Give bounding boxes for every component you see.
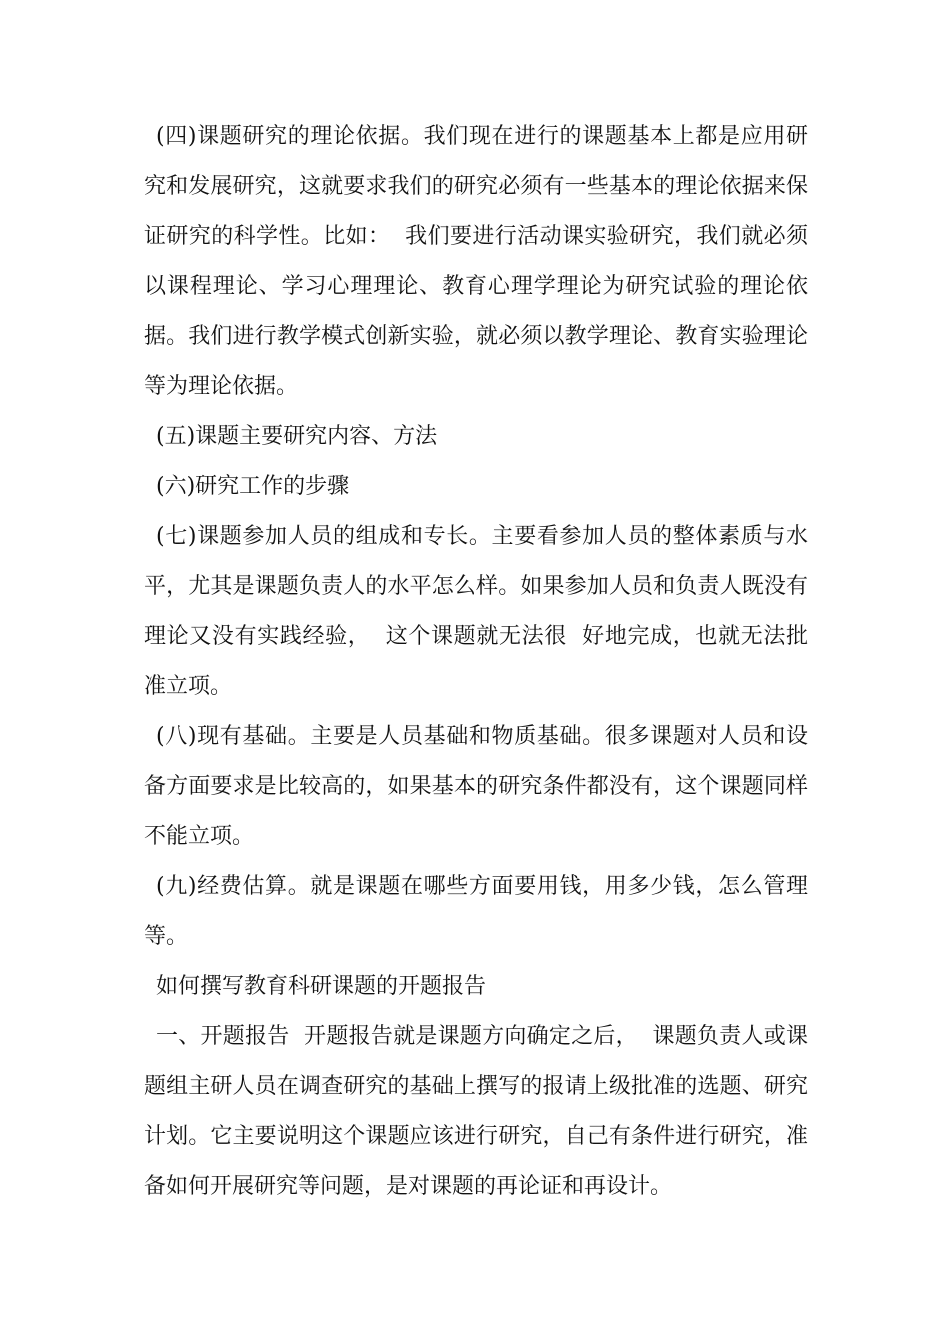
paragraph-existing-basis: (八)现有基础。主要是人员基础和物质基础。很多课题对人员和设备方面要求是比较高的，如果基本的研究条件都没有，这个课题同样不能立项。: [144, 724, 808, 849]
paragraph-team-members: (七)课题参加人员的组成和专长。主要看参加人员的整体素质与水平，尤其是课题负责人的水平怎么样。如果参加人员和负责人既没有理论又没有实践经验， 这个课题就无法很 好地完成，也就无法批准立项。: [144, 524, 808, 699]
section-heading: 如何撰写教育科研课题的开题报告: [156, 974, 487, 999]
paragraph-research-steps: (六)研究工作的步骤: [156, 474, 350, 499]
paragraph-theoretical-basis: (四)课题研究的理论依据。我们现在进行的课题基本上都是应用研究和发展研究，这就要求我们的研究必须有一些基本的理论依据来保证研究的科学性。比如： 我们要进行活动课实验研究，我们就必须以课程理论、学习心理理论、教育心理学理论为研究试验的理论依据。我们进行教学模式创新实验，就必须以教学理论、教育实验理论等为理论依据。: [144, 124, 808, 399]
paragraph-budget: (九)经费估算。就是课题在哪些方面要用钱，用多少钱，怎么管理等。: [144, 874, 808, 949]
paragraph-research-content: (五)课题主要研究内容、方法: [156, 424, 438, 449]
paragraph-opening-report: 一、开题报告 开题报告就是课题方向确定之后， 课题负责人或课题组主研人员在调查研究的基础上撰写的报请上级批准的选题、研究计划。它主要说明这个课题应该进行研究，自己有条件进行研究，准备如何开展研究等问题，是对课题的再论证和再设计。: [144, 1024, 808, 1199]
document-body: [144, 112, 808, 1212]
